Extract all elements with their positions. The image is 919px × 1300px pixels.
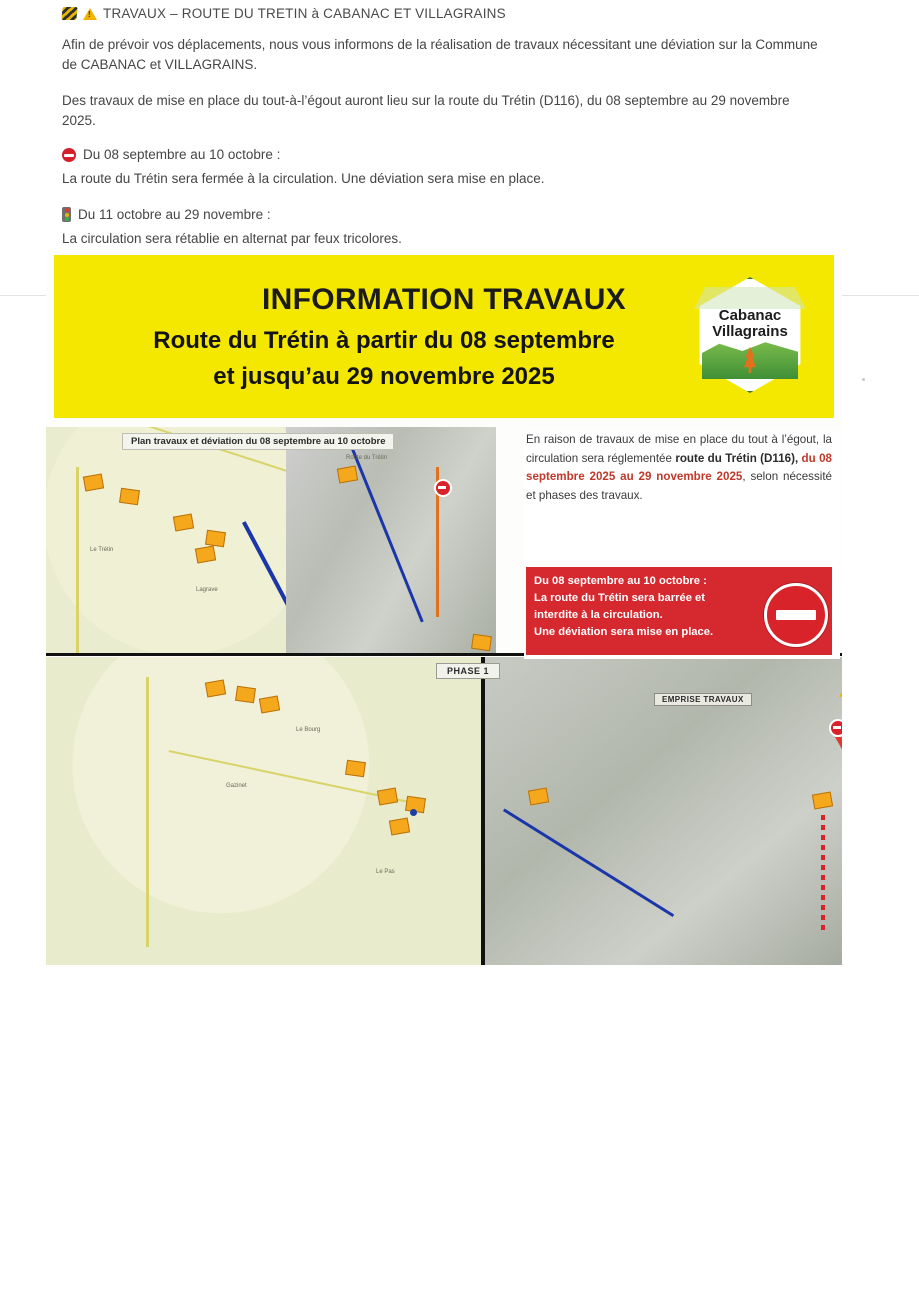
worksite-node (410, 809, 417, 816)
worksite-sign-icon (259, 695, 280, 713)
worksite-sign-icon (345, 760, 366, 777)
no-entry-icon (62, 148, 76, 162)
article-headline (62, 6, 822, 21)
worksite-sign-icon (205, 530, 226, 547)
no-entry-sign-icon (764, 583, 828, 647)
closure-line-1: Du 08 septembre au 10 octobre : (534, 575, 707, 587)
worksite-sign-icon (389, 817, 410, 835)
map-label: Le Pas (376, 869, 395, 875)
info-text-red: du 08 septembre 2025 au 29 novembre 2025 (526, 451, 832, 483)
worksite-sign-icon (377, 787, 398, 805)
scanned-poster (46, 255, 842, 965)
article-paragraph-1: Afin de prévoir vos déplacements, nous vous informons de la réalisation de travaux nécessitant une déviation sur la Commune de CABANAC et VILLAGRAINS. (62, 37, 818, 72)
emprise-tag: EMPRISE TRAVAUX (654, 693, 752, 706)
worksite-sign-icon (235, 686, 256, 703)
worksite-sign-icon (812, 791, 833, 809)
closure-line-3: interdite à la circulation. (534, 609, 663, 621)
info-text-bold: route du Trétin (D116), (675, 451, 799, 465)
poster-subtitle-line1: Route du Trétin à partir du 08 septembre (153, 327, 615, 354)
map-label: Le Bourg (296, 727, 321, 733)
map-vertical-split (481, 657, 485, 965)
warning-triangle-icon (83, 8, 97, 20)
phase-1-text: La route du Trétin sera fermée à la circulation. Une déviation sera mise en place. (62, 171, 545, 186)
worksite-sign-icon (205, 679, 226, 697)
deviation-route (346, 436, 424, 623)
article-paragraph-2: Des travaux de mise en place du tout-à-l’égout auront lieu sur la route du Trétin (D116), du 08 septembre au 29 novembre 2025. (62, 93, 790, 128)
logo-foliage-icon (694, 287, 806, 309)
poster-banner (54, 255, 834, 418)
map-bottom-left (46, 657, 483, 965)
worksite-route (503, 808, 674, 917)
closure-line-4: Une déviation sera mise en place. (534, 626, 714, 638)
worksite-sign-icon (471, 634, 492, 651)
poster-info-panel (524, 431, 840, 659)
phase-tag: PHASE 1 (436, 663, 500, 679)
phase-1-heading (62, 145, 822, 165)
headline-text: TRAVAUX – ROUTE DU TRETIN à CABANAC ET VILLAGRAINS (103, 6, 506, 21)
map-top-right-satellite (286, 427, 496, 655)
poster-title: INFORMATION TRAVAUX (261, 283, 626, 316)
map-label: Le Trétin (90, 547, 114, 553)
info-text-part1: En raison de travaux de mise en place du tout à l’égout, la circulation sera réglementée (526, 433, 832, 465)
logo-line-2: Villagrains (712, 323, 788, 340)
phase-2-text: La circulation sera rétablie en alternat par feux tricolores. (62, 231, 402, 246)
deviation-dashed-route (821, 815, 825, 935)
map-label: Route du Trétin (346, 455, 388, 461)
logo-line-1: Cabanac (718, 307, 782, 324)
commune-logo (694, 277, 806, 393)
worksite-sign-icon (119, 488, 140, 505)
map-top-caption: Plan travaux et déviation du 08 septembre au 10 octobre (122, 433, 394, 450)
poster-info-text (526, 431, 832, 505)
map-label: Gazinet (226, 783, 247, 789)
phase-2-heading (62, 205, 822, 225)
poster-subtitle-line2: et jusqu’au 29 novembre 2025 (213, 363, 555, 390)
traffic-light-icon (62, 207, 71, 222)
poster-closure-box (526, 567, 832, 655)
danger-triangle-icon (835, 737, 842, 751)
roadworks-icon (61, 7, 77, 20)
worksite-sign-icon (337, 465, 358, 483)
scan-artifact-dot (862, 378, 865, 381)
closure-line-2: La route du Trétin sera barrée et (534, 592, 705, 604)
article-body (62, 6, 822, 265)
no-entry-icon (434, 479, 452, 497)
phase-1-label: Du 08 septembre au 10 octobre : (83, 147, 281, 162)
warning-triangle-icon (839, 683, 842, 697)
info-text-part2: , selon nécessité et phases des travaux. (526, 470, 832, 502)
no-entry-icon (829, 719, 842, 737)
worksite-sign-icon (195, 545, 216, 563)
worksite-sign-icon (528, 787, 549, 805)
worksite-sign-icon (83, 473, 104, 491)
phase-2-label: Du 11 octobre au 29 novembre : (78, 207, 271, 222)
worksite-sign-icon (173, 513, 194, 531)
map-label: Lagrave (196, 587, 218, 593)
map-road (146, 677, 149, 947)
map-road (76, 467, 79, 655)
